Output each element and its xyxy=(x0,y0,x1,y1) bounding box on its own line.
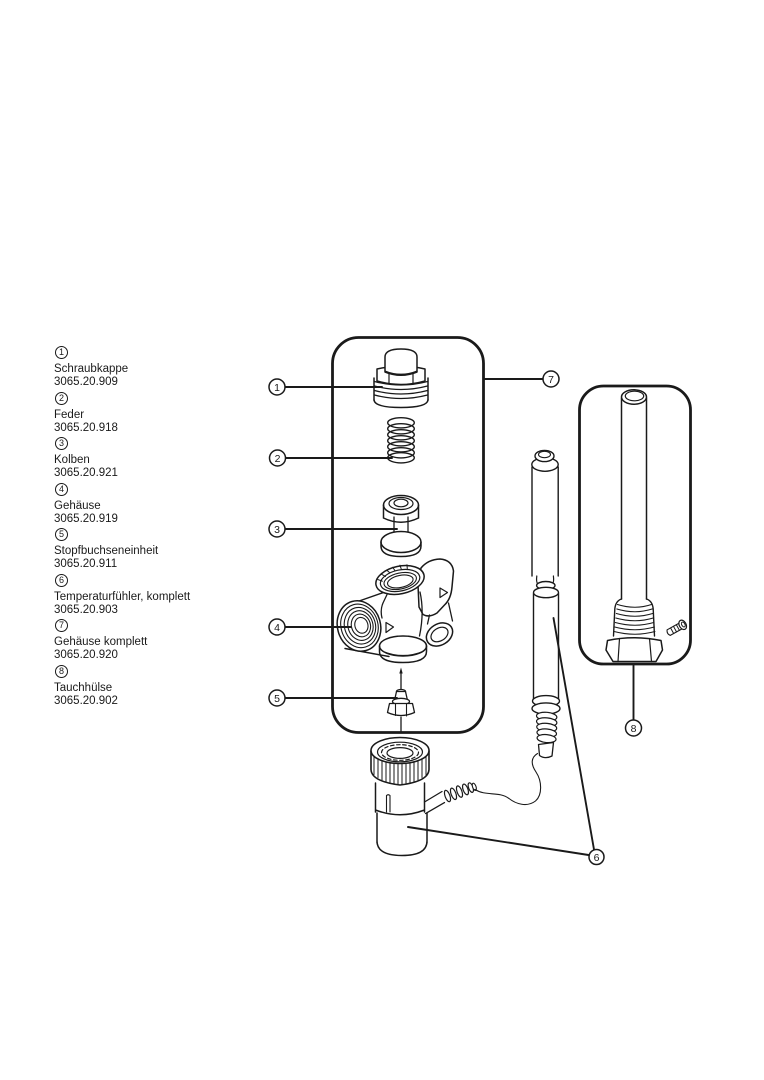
part-code: 3065.20.919 xyxy=(54,512,118,525)
svg-text:5: 5 xyxy=(274,692,280,705)
part-code: 3065.20.903 xyxy=(54,603,118,616)
svg-text:4: 4 xyxy=(274,621,280,634)
screw-drawing xyxy=(665,619,688,638)
part-number-badge: 6 xyxy=(55,574,68,587)
part-number-badge: 1 xyxy=(55,346,68,359)
svg-text:6: 6 xyxy=(593,851,600,864)
part-code: 3065.20.920 xyxy=(54,649,118,661)
part-number-badge: 2 xyxy=(55,392,68,405)
callout-4 xyxy=(269,619,285,635)
screw-cap-drawing xyxy=(374,349,428,408)
part-name: Kolben xyxy=(54,454,90,466)
piston-drawing xyxy=(381,496,421,557)
part-name: Feder xyxy=(54,408,85,421)
part-number-badge: 5 xyxy=(55,528,68,541)
callout-2 xyxy=(270,450,286,466)
spring-drawing xyxy=(388,418,415,463)
part-name: Schraubkappe xyxy=(54,363,129,375)
part-code: 3065.20.909 xyxy=(54,376,118,388)
svg-text:2: 2 xyxy=(274,452,281,465)
part-number-badge: 3 xyxy=(55,437,68,450)
part-name: Stopfbuchseneinheit xyxy=(54,545,159,557)
part-code: 3065.20.902 xyxy=(54,694,118,707)
callout-6 xyxy=(589,850,604,865)
part-name: Gehäuse komplett xyxy=(54,636,148,648)
part-code: 3065.20.921 xyxy=(54,467,118,479)
part-number-badge: 4 xyxy=(55,483,68,496)
callout-1 xyxy=(269,379,285,395)
valve-housing-drawing xyxy=(331,559,457,663)
svg-text:7: 7 xyxy=(548,373,554,386)
part-name: Tauchhülse xyxy=(54,681,113,694)
svg-text:8: 8 xyxy=(630,722,637,735)
svg-text:3: 3 xyxy=(274,523,280,536)
sensor-rod-drawing xyxy=(532,450,560,757)
part-code: 3065.20.918 xyxy=(54,421,118,434)
immersion-sleeve-drawing xyxy=(606,390,688,662)
assembly-box-immersion-sleeve xyxy=(580,386,691,664)
part-number-badge: 8 xyxy=(55,665,68,678)
part-name: Temperaturfühler, komplett xyxy=(54,590,191,603)
part-code: 3065.20.911 xyxy=(54,558,118,570)
callout-7 xyxy=(543,371,559,387)
part-name: Gehäuse xyxy=(54,499,101,512)
svg-text:1: 1 xyxy=(274,381,280,394)
sensor-actuator-drawing xyxy=(371,738,541,856)
callout-5 xyxy=(269,690,285,706)
stuffing-box-drawing xyxy=(388,668,415,732)
part-number-badge: 7 xyxy=(55,619,68,632)
callout-3 xyxy=(269,521,285,537)
callout-8 xyxy=(626,720,642,736)
